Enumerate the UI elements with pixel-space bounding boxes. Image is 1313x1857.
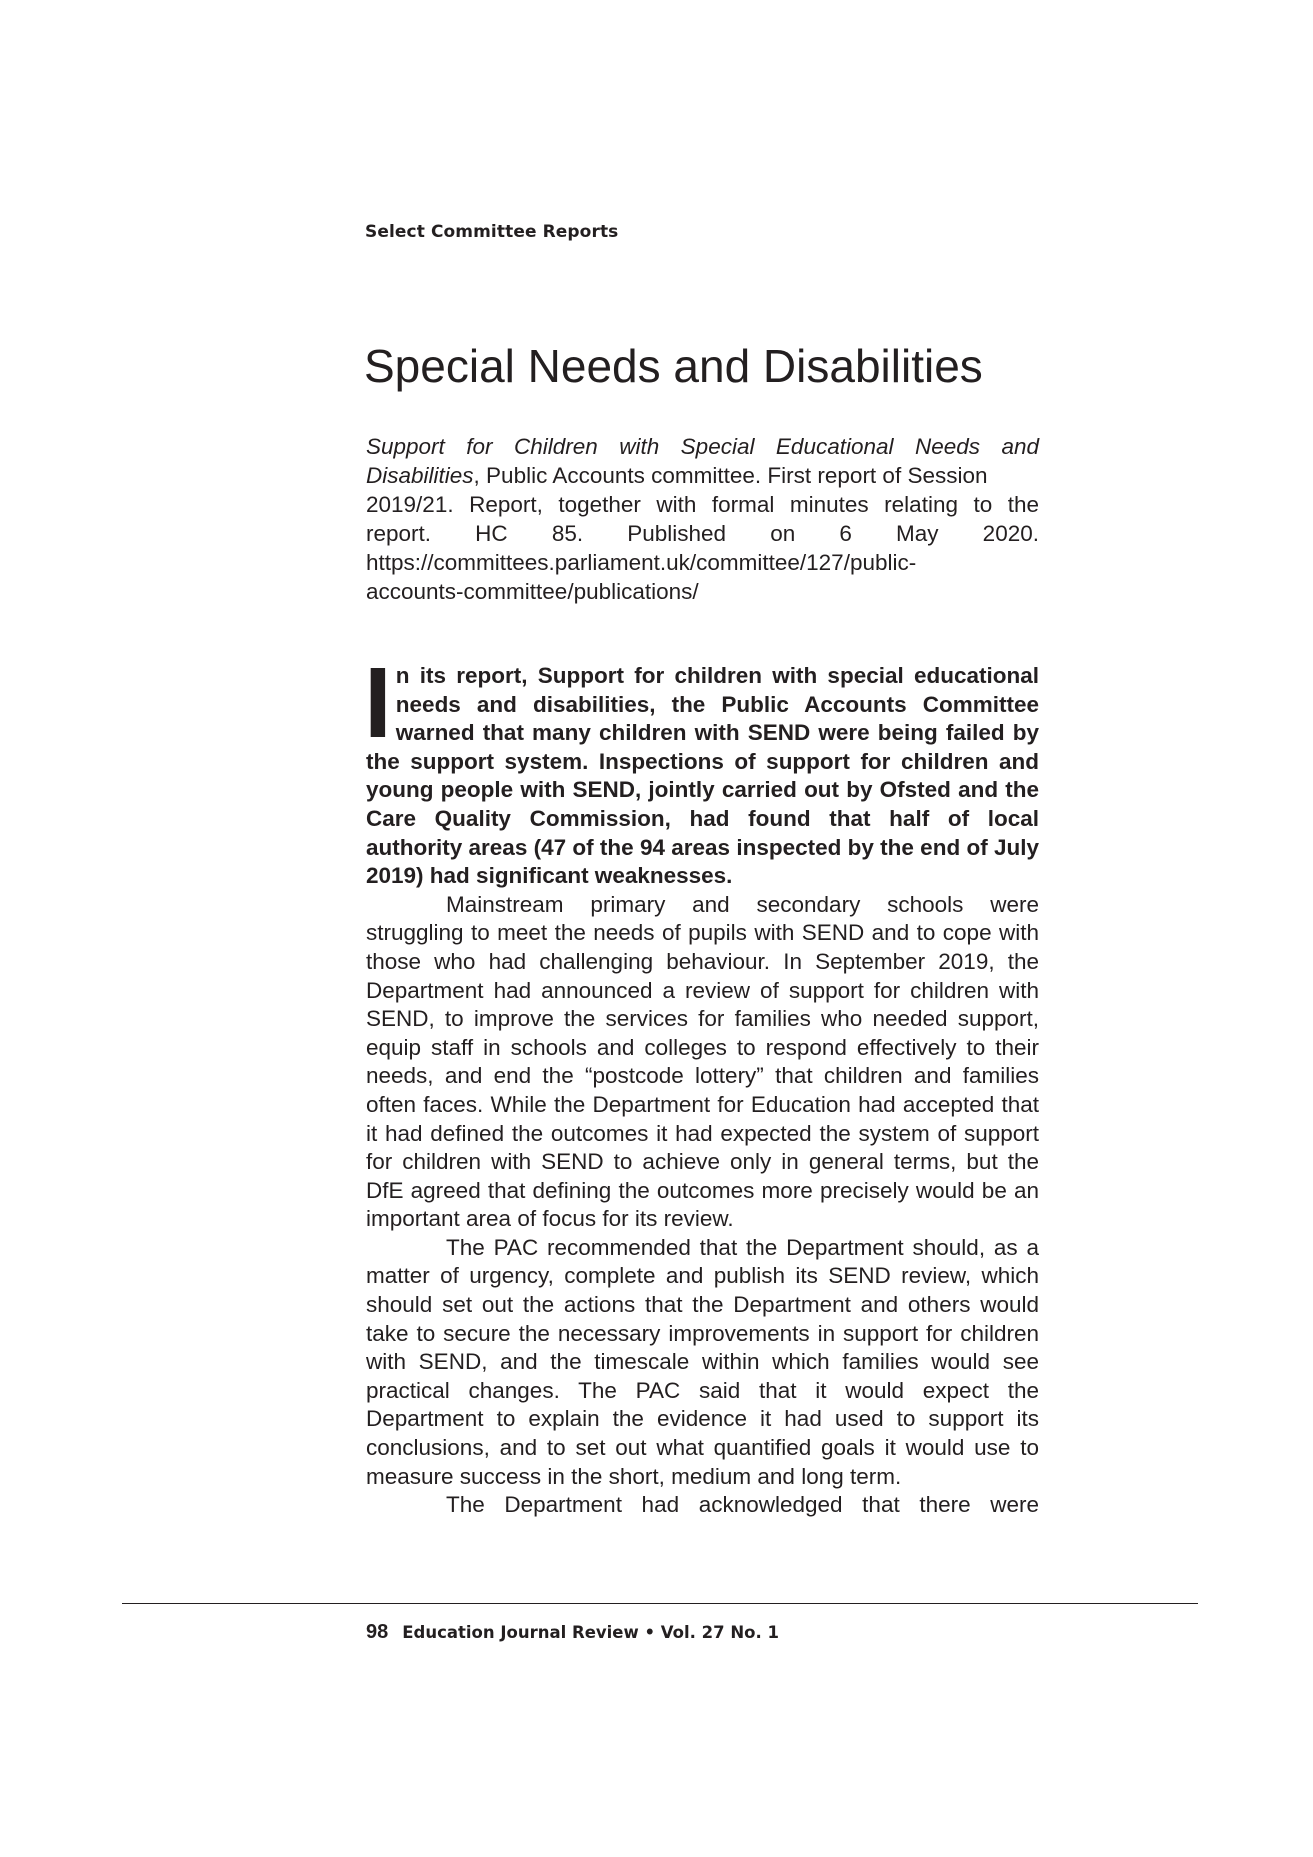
body-paragraph-2: The PAC recommended that the Department should, as a matter of urgency, complete and publish its SEND review, which should set out the actions that the Department and others would take to secure the necessary improvements in support for children with SEND, and the timescale within which families would see practical changes. The PAC said that it would expect the Department to explain the evidence it had used to support its conclusions, and to set out what quantified goals it would use to measure success in the short, medium and long term. [366,1234,1039,1489]
body-paragraph-1: Mainstream primary and secondary schools were struggling to meet the needs of pupils with SEND and to cope with those who had challenging behaviour. In September 2019, the Department had announced a review of support for children with SEND, to improve the services for families who needed support, equip staff in schools and colleges to respond effectively to their needs, and end the “postcode lottery” that children and families often faces. While the Department for Education had accepted that it had defined the outcomes it had expected the system of support for children with SEND to achieve only in general terms, but the DfE agreed that defining the outcomes more precisely would be an important area of focus for its review. [366,891,1039,1232]
journal-name: Education Journal Review • Vol. 27 No. 1 [402,1623,779,1642]
citation-line-3: 2019/21. Report, together with formal minutes relating to the [366,492,1039,517]
citation-line-4: report. HC 85. Published on 6 May 2020. [366,521,1039,546]
lead-text: n its report, Support for children with special educational needs and disabilities, the Public Accounts Committee warned that many children with SEND were being failed by the support system. Inspections of support for children and young people with SEND, jointly carried out by Ofsted and the Care Quality Commission, had found that half of local authority areas (47 of the 94 areas inspected by the end of July 2019) had significant weaknesses. [366,663,1039,889]
page-number: 98 [366,1621,389,1643]
citation-line-1 [366,432,1039,461]
citation-block [366,432,1039,606]
citation-url-line-2: accounts-committee/publications/ [366,579,699,604]
footer-rule [122,1603,1198,1604]
citation-url-line-1: https://committees.parliament.uk/committee/127/public- [366,550,917,575]
drop-cap: I [364,647,392,759]
page-footer [366,1621,779,1644]
article-title: Special Needs and Disabilities [364,340,983,392]
citation-italic-title-part: Disabilities [366,463,474,488]
citation-committee-text: , Public Accounts committee. First report of Session [473,463,988,488]
body-paragraph-3: The Department had acknowledged that there were [446,1492,1039,1518]
citation-italic-title-part: Support for Children with Special Educational Needs and [366,434,1039,459]
article-body [364,647,1039,1520]
running-head: Select Committee Reports [365,222,619,242]
lead-paragraph [364,647,1039,891]
citation-line-2 [366,461,1039,490]
